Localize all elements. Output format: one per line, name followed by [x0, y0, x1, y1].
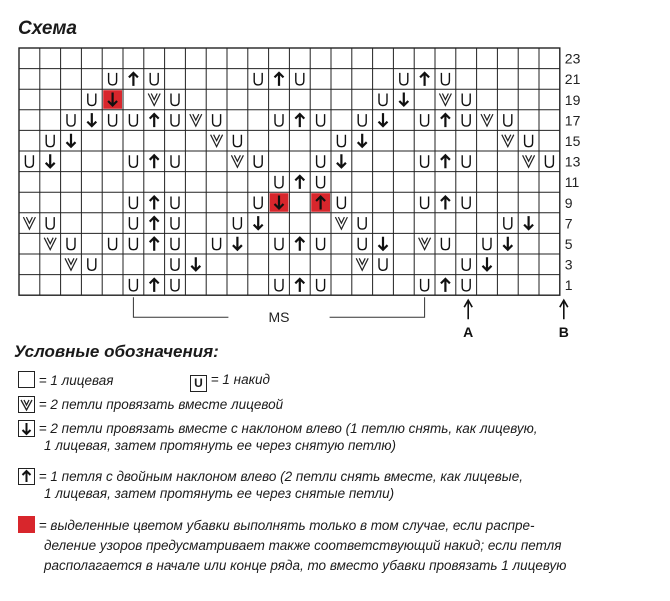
left-decrease-symbol	[379, 113, 388, 126]
row-label: 7	[564, 215, 573, 232]
left-decrease-symbol	[46, 154, 55, 167]
yarn-over-symbol	[254, 197, 262, 209]
yarn-over-symbol	[109, 73, 117, 85]
yarn-over-symbol	[109, 238, 117, 250]
yarn-over-symbol	[504, 217, 512, 229]
k2tog-symbol	[23, 217, 35, 229]
yarn-over-symbol	[171, 155, 179, 167]
yarn-over-symbol	[129, 197, 137, 209]
k2tog-symbol	[523, 155, 535, 167]
yarn-over-symbol	[421, 114, 429, 126]
row-label: 13	[564, 153, 581, 170]
left-decrease-symbol	[233, 237, 242, 250]
left-decrease-symbol	[337, 154, 346, 167]
k2tog-symbol	[148, 94, 160, 106]
yarn-over-symbol	[337, 135, 345, 147]
left-decrease-symbol	[379, 237, 388, 250]
double-decrease-symbol	[295, 176, 304, 189]
marker-a-arrow-icon	[464, 300, 472, 319]
k2tog-symbol	[356, 258, 368, 270]
yarn-over-symbol	[129, 114, 137, 126]
yarn-over-symbol	[150, 73, 158, 85]
yarn-over-symbol	[462, 94, 470, 106]
double-decrease-symbol	[441, 279, 450, 292]
k2tog-symbol	[335, 217, 347, 229]
yarn-over-symbol	[213, 114, 221, 126]
k2tog-symbol	[65, 258, 77, 270]
yarn-over-symbol	[421, 279, 429, 291]
yarn-over-symbol	[358, 114, 366, 126]
left-decrease-symbol	[191, 257, 200, 270]
yarn-over-symbol	[67, 114, 75, 126]
yarn-over-symbol	[317, 114, 325, 126]
row-label: 21	[564, 71, 581, 88]
yarn-over-symbol-icon: U	[190, 375, 207, 392]
k2tog-symbol	[419, 238, 431, 250]
legend-knit: = 1 лицевая	[18, 371, 113, 389]
yarn-over-symbol	[400, 73, 408, 85]
yarn-over-symbol	[462, 114, 470, 126]
legend-k2tog: = 2 петли провязать вместе лицевой	[18, 396, 283, 413]
left-decrease-symbol	[67, 134, 76, 147]
yarn-over-symbol	[171, 238, 179, 250]
yarn-over-symbol	[358, 217, 366, 229]
legend-yarn-over: U = 1 накид	[190, 371, 270, 392]
k2tog-symbol	[502, 135, 514, 147]
double-decrease-symbol	[150, 238, 159, 251]
double-decrease-symbol	[295, 279, 304, 292]
chart-title: Схема	[18, 18, 78, 39]
k2tog-symbol	[439, 94, 451, 106]
left-decrease-symbol	[483, 257, 492, 270]
row-label: 15	[564, 133, 581, 149]
yarn-over-symbol	[129, 238, 137, 250]
legend-title: Условные обозначения:	[14, 342, 219, 361]
double-decrease-symbol	[150, 217, 159, 230]
yarn-over-symbol	[254, 155, 262, 167]
k2tog-symbol	[44, 238, 56, 250]
legend-red-decrease: = выделенные цветом убавки выполнять только в том случае, если распре- деление узоров предусматривает также соответствующий накид; если петля располагается в начале или конце ряда, то вместо убавки провязать 1 лицевую	[18, 516, 566, 576]
yarn-over-symbol	[317, 238, 325, 250]
yarn-over-symbol	[462, 279, 470, 291]
yarn-over-symbol	[171, 217, 179, 229]
yarn-over-symbol	[441, 73, 449, 85]
row-label: 23	[564, 50, 581, 67]
left-decrease-symbol	[399, 93, 408, 106]
row-label: 11	[564, 174, 580, 191]
yarn-over-symbol	[171, 197, 179, 209]
yarn-over-symbol	[462, 197, 470, 209]
yarn-over-symbol	[254, 73, 262, 85]
yarn-over-symbol	[46, 135, 54, 147]
left-decrease-symbol	[254, 216, 263, 229]
yarn-over-symbol	[171, 279, 179, 291]
yarn-over-symbol	[275, 114, 283, 126]
row-label: 9	[564, 194, 573, 211]
yarn-over-symbol	[88, 94, 96, 106]
double-decrease-symbol	[150, 114, 159, 127]
double-decrease-symbol	[150, 279, 159, 292]
k2tog-symbol-icon	[18, 396, 35, 413]
double-decrease-symbol	[441, 114, 450, 127]
yarn-over-symbol	[483, 238, 491, 250]
yarn-over-symbol	[171, 258, 179, 270]
yarn-over-symbol	[317, 279, 325, 291]
yarn-over-symbol	[421, 155, 429, 167]
yarn-over-symbol	[171, 114, 179, 126]
double-decrease-symbol	[441, 155, 450, 168]
ssk-symbol-icon	[18, 420, 35, 437]
double-decrease-symbol	[295, 114, 304, 127]
yarn-over-symbol	[504, 114, 512, 126]
yarn-over-symbol	[421, 197, 429, 209]
yarn-over-symbol	[317, 176, 325, 188]
yarn-over-symbol	[317, 155, 325, 167]
yarn-over-symbol	[379, 94, 387, 106]
double-decrease-symbol	[129, 73, 138, 86]
yarn-over-symbol	[545, 155, 553, 167]
legend-cdd: = 1 петля с двойным наклоном влево (2 петли снять вместе, как лицевые, 1 лицевая, затем протянуть ее через снятые петли)	[18, 468, 523, 502]
row-label: 1	[564, 277, 573, 294]
left-decrease-symbol	[358, 134, 367, 147]
yarn-over-symbol	[525, 135, 533, 147]
k2tog-symbol	[231, 155, 243, 167]
yarn-over-symbol	[25, 155, 33, 167]
yarn-over-symbol	[462, 155, 470, 167]
row-label: 5	[564, 236, 573, 252]
marker-b-label: B	[558, 324, 569, 341]
double-decrease-symbol	[420, 73, 429, 86]
yarn-over-symbol	[109, 114, 117, 126]
legend-ssk: = 2 петли провязать вместе с наклоном влево (1 петлю снять, как лицевую, 1 лицевая, затем протянуть ее через снятую петлю)	[18, 420, 537, 454]
yarn-over-symbol	[358, 238, 366, 250]
k2tog-symbol	[481, 114, 493, 126]
row-label: 17	[564, 112, 581, 129]
double-decrease-symbol	[295, 238, 304, 251]
marker-b-arrow-icon	[560, 300, 568, 319]
k2tog-symbol	[211, 135, 223, 147]
yarn-over-symbol	[88, 258, 96, 270]
left-decrease-symbol	[524, 216, 533, 229]
yarn-over-symbol	[129, 217, 137, 229]
double-decrease-symbol	[150, 197, 159, 210]
yarn-over-symbol	[462, 258, 470, 270]
red-decrease-swatch-icon	[18, 516, 35, 533]
yarn-over-symbol	[275, 279, 283, 291]
yarn-over-symbol	[275, 176, 283, 188]
row-label: 3	[564, 256, 573, 273]
yarn-over-symbol	[379, 258, 387, 270]
knit-symbol-icon	[18, 371, 35, 388]
cdd-symbol-icon	[18, 468, 35, 485]
row-label: 19	[564, 91, 581, 108]
yarn-over-symbol	[213, 238, 221, 250]
left-decrease-symbol	[87, 113, 96, 126]
yarn-over-symbol	[171, 94, 179, 106]
repeat-label: MS	[268, 309, 290, 326]
k2tog-symbol	[190, 114, 202, 126]
double-decrease-symbol	[441, 197, 450, 210]
left-decrease-symbol	[503, 237, 512, 250]
marker-a-label: A	[463, 324, 474, 341]
yarn-over-symbol	[233, 135, 241, 147]
yarn-over-symbol	[296, 73, 304, 85]
yarn-over-symbol	[129, 279, 137, 291]
yarn-over-symbol	[337, 197, 345, 209]
yarn-over-symbol	[275, 238, 283, 250]
yarn-over-symbol	[129, 155, 137, 167]
yarn-over-symbol	[67, 238, 75, 250]
double-decrease-symbol	[150, 155, 159, 168]
yarn-over-symbol	[233, 217, 241, 229]
yarn-over-symbol	[46, 217, 54, 229]
yarn-over-symbol	[441, 238, 449, 250]
double-decrease-symbol	[275, 73, 284, 86]
